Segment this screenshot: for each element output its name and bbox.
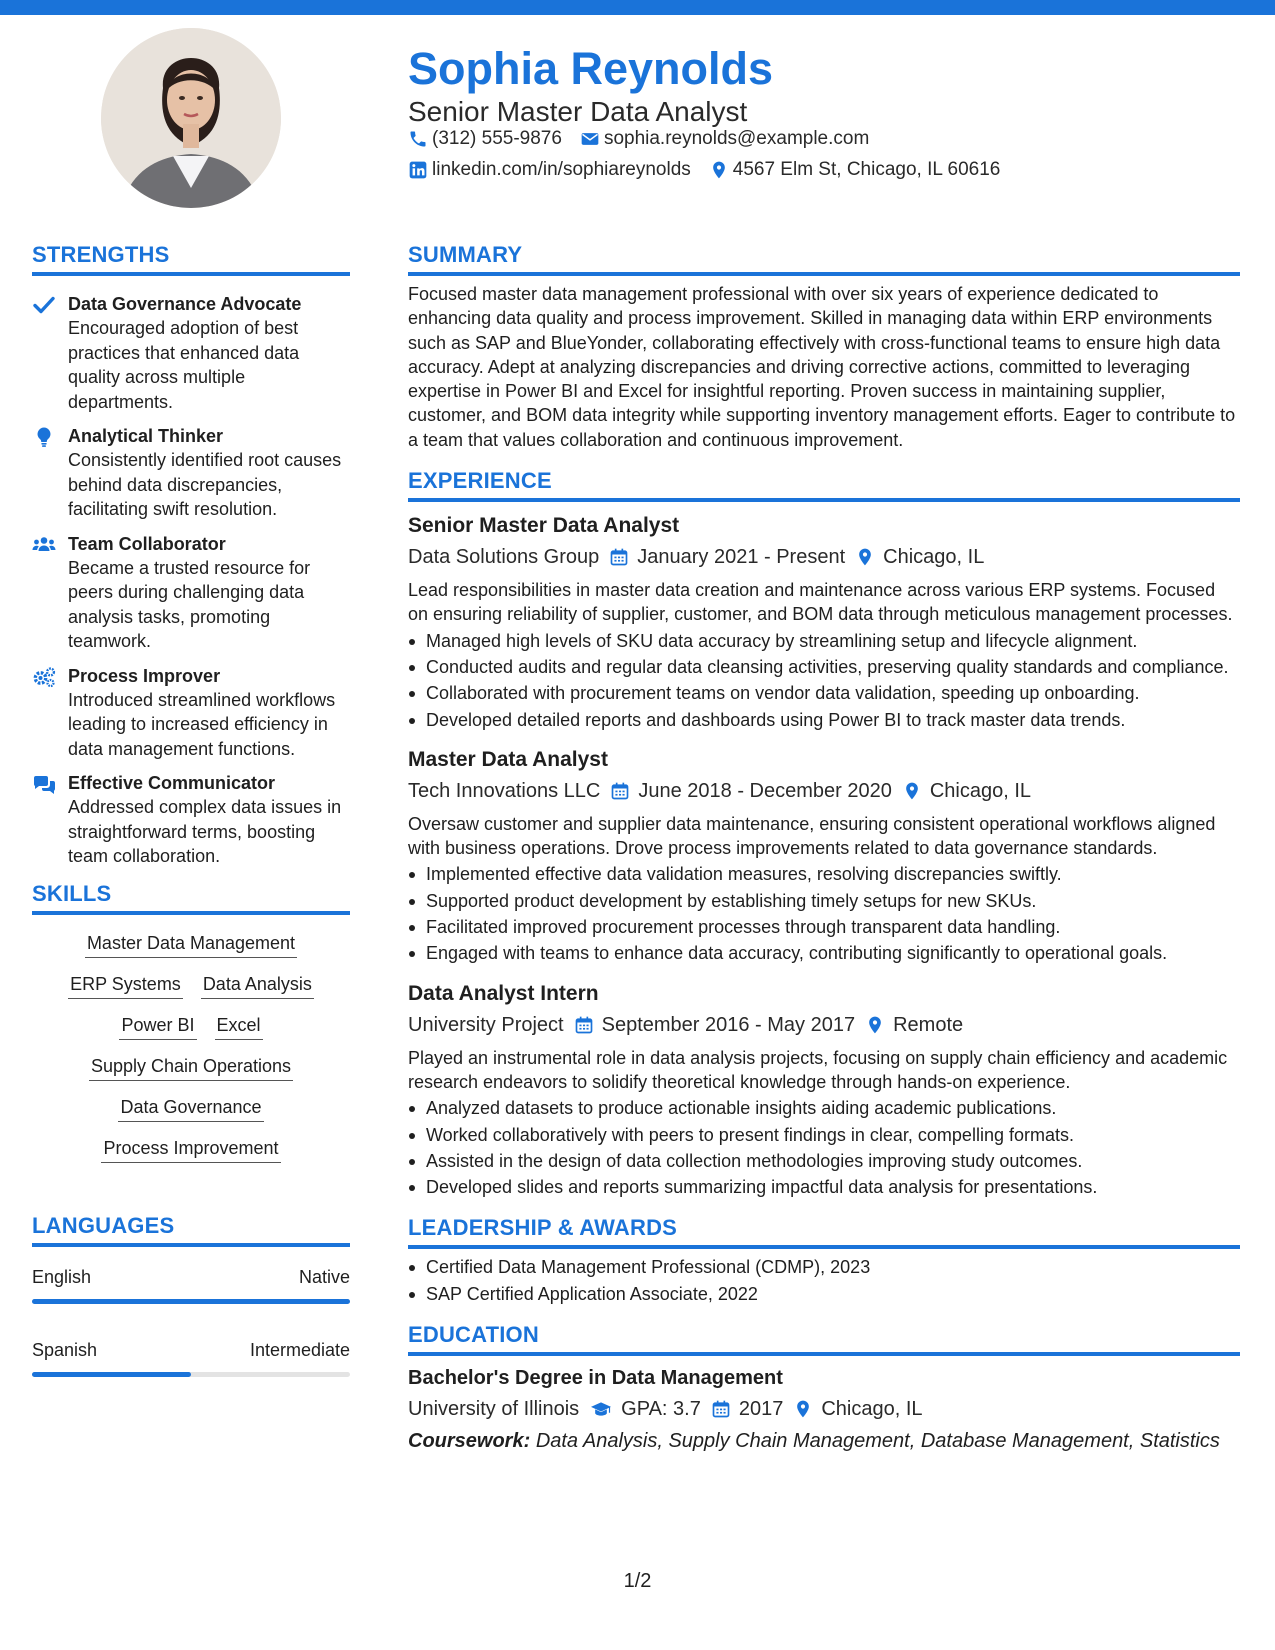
graduation-cap-icon xyxy=(589,1399,613,1419)
bullet-item: Developed slides and reports summarizing impactful data analysis for presentations. xyxy=(426,1175,1240,1199)
page-number: 1/2 xyxy=(623,1570,652,1592)
job-location: Chicago, IL xyxy=(883,546,985,569)
graduation-year: 2017 xyxy=(738,1398,784,1421)
skills-row xyxy=(32,1013,350,1040)
skills-section xyxy=(32,881,350,1163)
skill-tag: ERP Systems xyxy=(68,972,183,999)
contact-row-2 xyxy=(408,156,1000,184)
email-text: sophia.reynolds@example.com xyxy=(603,128,870,149)
strength-desc: Addressed complex data issues in straightforward terms, boosting team collaboration. xyxy=(68,797,342,866)
language-level: Intermediate xyxy=(249,1339,350,1360)
experience-entry xyxy=(408,746,1240,966)
strengths-heading: STRENGTHS xyxy=(32,242,350,276)
skill-tag: Master Data Management xyxy=(85,931,297,958)
language-progress-fill xyxy=(32,1299,350,1304)
skill-tag: Process Improvement xyxy=(101,1136,280,1163)
comments-icon xyxy=(32,773,56,795)
company-name: University Project xyxy=(408,1013,564,1036)
skills-row xyxy=(32,972,350,999)
candidate-title: Senior Master Data Analyst xyxy=(408,96,748,127)
award-item: Certified Data Management Professional (CDMP), 2023 xyxy=(426,1255,1240,1279)
coursework xyxy=(408,1426,1240,1456)
job-title: Master Data Analyst xyxy=(408,747,608,771)
linkedin-item[interactable] xyxy=(408,159,691,181)
phone-text: (312) 555-9876 xyxy=(432,128,562,149)
address-item xyxy=(709,159,1001,181)
strengths-list xyxy=(32,276,350,869)
strength-desc: Encouraged adoption of best practices that enhanced data quality across multiple departments. xyxy=(68,318,300,412)
languages-section xyxy=(32,1213,350,1377)
strength-item xyxy=(32,532,350,654)
bullet-item: Engaged with teams to enhance data accuracy, contributing significantly to operational goals. xyxy=(426,941,1240,965)
bullet-item: Analyzed datasets to produce actionable insights aiding academic publications. xyxy=(426,1096,1240,1120)
calendar-icon xyxy=(574,1015,594,1035)
location-pin-icon xyxy=(709,160,729,180)
location-pin-icon xyxy=(855,547,875,567)
experience-entry xyxy=(408,980,1240,1200)
location-pin-icon xyxy=(902,781,922,801)
skills-row xyxy=(32,931,350,958)
language-progress-bar xyxy=(32,1372,350,1377)
language-level: Native xyxy=(298,1266,350,1287)
education-location: Chicago, IL xyxy=(821,1398,923,1421)
awards-heading: LEADERSHIP & AWARDS xyxy=(408,1215,1240,1249)
right-column xyxy=(408,242,1240,1456)
users-icon xyxy=(32,534,56,556)
strength-desc: Became a trusted resource for peers during challenging data analysis tasks, promoting teamwork. xyxy=(68,557,311,651)
left-column xyxy=(32,242,350,1377)
strength-item xyxy=(32,424,350,522)
bullet-item: Managed high levels of SKU data accuracy by streamlining setup and lifecycle alignment. xyxy=(426,629,1240,653)
lightbulb-icon xyxy=(32,426,56,448)
bullet-item: Facilitated improved procurement processes through transparent data handling. xyxy=(426,915,1240,939)
job-bullets xyxy=(408,629,1240,732)
experience-entry xyxy=(408,512,1240,732)
skill-tag: Supply Chain Operations xyxy=(89,1054,293,1081)
job-description: Played an instrumental role in data analysis projects, focusing on supply chain efficiency and academic research endeavors to solidify theoretical knowledge through hands-on experience. xyxy=(408,1047,1228,1092)
job-meta xyxy=(408,542,1240,572)
top-accent-bar xyxy=(0,0,1275,15)
company-name: Tech Innovations LLC xyxy=(408,779,601,802)
education-meta xyxy=(408,1394,1240,1424)
phone-item[interactable] xyxy=(408,128,562,150)
bullet-item: Collaborated with procurement teams on vendor data validation, speeding up onboarding. xyxy=(426,681,1240,705)
job-description: Oversaw customer and supplier data maintenance, ensuring consistent operational workflows aligned with business operations. Drove process improvements related to data governance standards. xyxy=(408,813,1216,859)
job-location: Remote xyxy=(893,1013,964,1036)
job-dates: June 2018 - December 2020 xyxy=(638,779,892,802)
bullet-item: Assisted in the design of data collection methodologies improving study outcomes. xyxy=(426,1149,1240,1173)
job-description: Lead responsibilities in master data creation and maintenance across various ERP systems. Focused on ensuring reliability of supplier, customer, and BOM data through meticulous management processes. xyxy=(408,580,1233,625)
coursework-label: Coursework: xyxy=(408,1430,531,1453)
address-text: 4567 Elm St, Chicago, IL 60616 xyxy=(732,159,1001,180)
job-dates: January 2021 - Present xyxy=(637,546,846,569)
location-pin-icon xyxy=(865,1015,885,1035)
calendar-icon xyxy=(711,1399,731,1419)
job-meta xyxy=(408,1010,1240,1040)
skill-tag: Excel xyxy=(215,1013,263,1040)
linkedin-text: linkedin.com/in/sophiareynolds xyxy=(432,159,691,180)
summary-heading: SUMMARY xyxy=(408,242,1240,276)
skills-row xyxy=(32,1095,350,1122)
languages-heading: LANGUAGES xyxy=(32,1213,350,1247)
degree-title: Bachelor's Degree in Data Management xyxy=(408,1367,783,1390)
email-item[interactable] xyxy=(580,128,869,150)
summary-text: Focused master data management professional with over six years of experience dedicated to enhancing data quality and process improvement. Skilled in managing data within ERP environments such as SAP and BlueYonder, collaborating effectively with cross-functional teams to ensure high data accuracy. Adept at analyzing discrepancies and driving corrective actions, committed to leveraging expertise in Power BI and Excel for insightful reporting. Proven success in maintaining supplier, customer, and BOM data integrity while supporting inventory management efforts. Eager to contribute to a team that values collaboration and continuous improvement. xyxy=(408,284,1236,450)
language-item xyxy=(32,1338,350,1377)
phone-icon xyxy=(408,129,428,149)
strength-title: Team Collaborator xyxy=(68,533,226,554)
skills-row xyxy=(32,1054,350,1081)
strength-item xyxy=(32,292,350,414)
strength-item xyxy=(32,664,350,762)
strength-title: Analytical Thinker xyxy=(68,426,224,446)
job-location: Chicago, IL xyxy=(929,779,1032,802)
language-name: Spanish xyxy=(32,1339,98,1360)
bullet-item: Worked collaboratively with peers to present findings in clear, compelling formats. xyxy=(426,1123,1240,1147)
company-name: Data Solutions Group xyxy=(408,546,600,569)
skills-heading: SKILLS xyxy=(32,881,350,915)
language-name: English xyxy=(32,1266,92,1287)
strength-desc: Consistently identified root causes behind data discrepancies, facilitating swift resolution. xyxy=(68,450,342,519)
location-pin-icon xyxy=(793,1399,813,1419)
calendar-icon xyxy=(610,781,630,801)
job-meta xyxy=(408,776,1240,806)
job-title: Data Analyst Intern xyxy=(408,981,599,1005)
job-title: Senior Master Data Analyst xyxy=(408,514,680,538)
school-name: University of Illinois xyxy=(408,1398,580,1421)
strength-desc: Introduced streamlined workflows leading to increased efficiency in data management functions. xyxy=(68,689,336,759)
language-progress-bar xyxy=(32,1299,350,1304)
envelope-icon xyxy=(580,129,600,149)
job-bullets xyxy=(408,1096,1240,1199)
job-bullets xyxy=(408,862,1240,965)
experience-heading: EXPERIENCE xyxy=(408,468,1240,502)
cogs-icon xyxy=(32,666,56,688)
profile-photo xyxy=(101,28,281,208)
calendar-icon xyxy=(609,547,629,567)
bullet-item: Developed detailed reports and dashboards using Power BI to track master data trends. xyxy=(426,708,1240,732)
check-icon xyxy=(32,294,56,316)
awards-list xyxy=(408,1255,1240,1306)
strength-item xyxy=(32,771,350,869)
bullet-item: Conducted audits and regular data cleansing activities, preserving quality standards and compliance. xyxy=(426,655,1240,679)
linkedin-icon xyxy=(408,160,428,180)
skill-tag: Power BI xyxy=(119,1013,196,1040)
skill-tag: Data Governance xyxy=(118,1095,263,1122)
coursework-list: Data Analysis, Supply Chain Management, Database Management, Statistics xyxy=(535,1430,1220,1453)
strength-title: Effective Communicator xyxy=(68,773,276,793)
bullet-item: Implemented effective data validation measures, resolving discrepancies swiftly. xyxy=(426,862,1240,886)
job-dates: September 2016 - May 2017 xyxy=(601,1013,856,1036)
contact-row-1 xyxy=(408,125,869,153)
education-heading: EDUCATION xyxy=(408,1322,1240,1356)
language-item xyxy=(32,1265,350,1304)
gpa-text: GPA: 3.7 xyxy=(621,1398,701,1421)
skills-row xyxy=(32,1136,350,1163)
strength-title: Process Improver xyxy=(68,665,221,686)
skill-tag: Data Analysis xyxy=(201,972,314,999)
award-item: SAP Certified Application Associate, 2022 xyxy=(426,1282,1240,1306)
candidate-name: Sophia Reynolds xyxy=(408,43,774,94)
strength-title: Data Governance Advocate xyxy=(68,294,302,314)
language-progress-fill xyxy=(32,1372,191,1377)
bullet-item: Supported product development by establishing timely setups for new SKUs. xyxy=(426,889,1240,913)
